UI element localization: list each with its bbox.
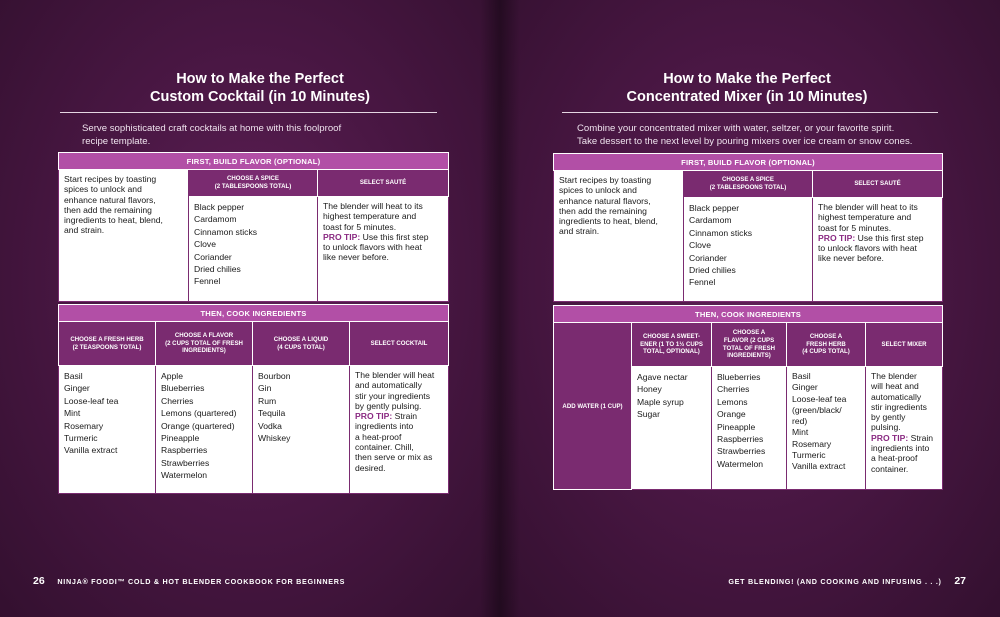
right-mixer-text: The blender will heat and automatically stir ingredients by gently pulsing. PRO TIP: Strain ingredients into a heat-proof container.: [866, 367, 943, 490]
left-page-title: How to Make the Perfect Custom Cocktail (in 10 Minutes): [150, 71, 370, 105]
list-item: INGREDIENTS): [182, 347, 226, 355]
pro-tip-label: PRO TIP:: [355, 411, 393, 422]
right-sweetener-list: [632, 367, 712, 490]
list-item: spices to unlock and: [64, 184, 142, 195]
left-intro: Serve sophisticated craft cocktails at home with this foolproof recipe template.: [82, 123, 342, 147]
left-herb-list: [59, 366, 156, 494]
list-item: Gin: [258, 383, 272, 394]
list-item: Ginger: [64, 383, 90, 394]
list-item: spices to unlock and: [559, 185, 637, 196]
left-spice-header: [189, 170, 318, 197]
pro-tip-label: PRO TIP:: [818, 232, 856, 243]
list-item: Coriander: [194, 251, 232, 262]
left-flavor-list: [156, 366, 253, 494]
list-item: Rosemary: [792, 438, 832, 449]
list-item: automatically: [871, 391, 922, 402]
left-spice-list: [189, 197, 318, 302]
right-mixer-header: [866, 323, 943, 367]
list-item: Loose-leaf tea: [792, 393, 847, 404]
list-item: stir ingredients: [871, 401, 927, 412]
right-flavor-table: [553, 153, 943, 302]
list-item: then add the remaining: [559, 205, 647, 216]
list-item: Blueberries: [717, 372, 761, 382]
list-item: Mint: [64, 408, 81, 419]
list-item: Whiskey: [258, 433, 291, 444]
list-item: Sugar: [637, 409, 660, 420]
list-item: and automatically: [355, 380, 422, 391]
list-item: Vodka: [258, 420, 282, 431]
right-cook-table: [553, 305, 943, 490]
pro-tip-label: PRO TIP:: [323, 231, 361, 242]
list-item: Pineapple: [161, 433, 200, 444]
list-item: CHOOSE A SPICE: [721, 176, 775, 184]
list-item: INGREDIENTS): [727, 352, 771, 360]
left-liquid-header: [253, 322, 350, 366]
left-title-rule: [60, 112, 437, 113]
list-item: Rosemary: [64, 420, 104, 431]
list-item: The blender will heat: [355, 370, 435, 380]
list-item: Agave nectar: [637, 372, 688, 382]
left-footer: [33, 575, 345, 587]
list-item: Maple syrup: [637, 396, 684, 407]
list-item: Cherries: [161, 395, 194, 406]
list-item: by gently: [871, 412, 906, 423]
left-cocktail-header: [350, 322, 449, 366]
list-item: Black pepper: [689, 203, 740, 213]
left-cook-table: [58, 304, 449, 494]
right-page-title: How to Make the Perfect Concentrated Mixer (in 10 Minutes): [626, 71, 868, 105]
list-item: Vanilla extract: [64, 445, 118, 456]
list-item: (4 CUPS TOTAL): [277, 343, 325, 351]
list-item: Basil: [792, 371, 811, 381]
list-item: CHOOSE A: [809, 333, 843, 341]
list-item: (2 TABLESPOONS TOTAL): [214, 183, 292, 190]
left-cook-header: THEN, COOK INGREDIENTS: [59, 305, 449, 322]
list-item: (2 CUPS TOTAL OF FRESH: [165, 339, 243, 347]
list-item: Cinnamon sticks: [194, 226, 258, 237]
list-item: Loose-leaf tea: [64, 395, 119, 406]
list-item: Bourbon: [258, 371, 291, 381]
list-item: will heat and: [871, 381, 919, 392]
list-item: (2 TEASPOONS TOTAL): [72, 343, 142, 351]
list-item: stir your ingredients: [355, 390, 430, 401]
list-item: Rum: [258, 395, 277, 406]
left-herb-header: [59, 322, 156, 366]
list-item: by gently pulsing.: [355, 400, 422, 411]
list-item: TOTAL, OPTIONAL): [643, 348, 700, 356]
list-item: The blender: [871, 371, 917, 381]
list-item: CHOOSE A: [732, 329, 766, 337]
list-item: FRESH HERB: [806, 340, 846, 348]
list-item: TOTAL OF FRESH: [722, 344, 776, 352]
list-item: FLAVOR (2 CUPS: [723, 336, 775, 344]
list-item: ENER (1 TO 1½ CUPS: [640, 340, 703, 348]
list-item: (green/black/: [792, 404, 842, 415]
list-item: Strawberries: [161, 457, 210, 468]
list-item: Start recipes by toasting: [559, 175, 652, 185]
list-item: Start recipes by toasting: [64, 174, 157, 184]
list-item: highest temperature and: [323, 211, 417, 222]
list-item: ingredients to heat, blend,: [64, 215, 163, 226]
right-spice-header: [684, 171, 813, 198]
list-item: toast for 5 minutes.: [323, 221, 397, 232]
left-flavor-description: [59, 170, 189, 302]
add-water-label: ADD WATER (1 CUP): [554, 323, 632, 490]
pro-tip-label: PRO TIP:: [871, 432, 909, 443]
list-item: Watermelon: [717, 458, 764, 469]
list-item: Blueberries: [161, 383, 205, 394]
list-item: SELECT MIXER: [881, 340, 927, 348]
list-item: CHOOSE A FRESH HERB: [70, 335, 144, 343]
list-item: then add the remaining: [64, 204, 152, 215]
list-item: red): [792, 416, 808, 427]
left-saute-header: SELECT SAUTÉ: [318, 170, 449, 197]
list-item: Mint: [792, 427, 809, 438]
list-item: Cardamom: [194, 214, 237, 225]
list-item: Coriander: [689, 252, 727, 263]
list-item: CHOOSE A LIQUID: [273, 335, 329, 343]
chapter-title: GET BLENDING! (AND COOKING AND INFUSING . . .): [728, 577, 942, 586]
page-number: 27: [954, 575, 966, 587]
left-liquid-list: [253, 366, 350, 494]
list-item: CHOOSE A SWEET-: [642, 333, 701, 341]
list-item: Honey: [637, 384, 662, 395]
list-item: (2 TABLESPOONS TOTAL): [709, 184, 787, 191]
list-item: (4 CUPS TOTAL): [802, 348, 850, 356]
list-item: Cardamom: [689, 215, 732, 226]
list-item: The blender will heat to its: [818, 202, 918, 212]
list-item: CHOOSE A SPICE: [226, 175, 280, 183]
right-flavor-header: FIRST, BUILD FLAVOR (OPTIONAL): [554, 154, 943, 171]
list-item: enhance natural flavors,: [64, 194, 156, 205]
list-item: Lemons: [717, 396, 748, 407]
book-title: NINJA® FOODI™ COLD & HOT BLENDER COOKBOOK FOR BEGINNERS: [57, 577, 346, 586]
list-item: Orange: [717, 409, 746, 420]
left-saute-text: The blender will heat to its highest temperature and toast for 5 minutes. PRO TIP: Use this first step to unlock flavors with heat like never before.: [318, 197, 449, 302]
right-flavor-list: [712, 367, 787, 490]
right-flavor-description: [554, 171, 684, 302]
list-item: pulsing.: [871, 422, 901, 433]
list-item: Fennel: [194, 276, 221, 287]
right-page: [500, 0, 1000, 617]
right-spice-list: [684, 198, 813, 302]
list-item: Black pepper: [194, 202, 245, 212]
list-item: and strain.: [559, 226, 600, 237]
list-item: Orange (quartered): [161, 420, 235, 431]
right-sweetener-header: [632, 323, 712, 367]
right-footer: [728, 575, 966, 587]
list-item: Fennel: [689, 277, 716, 288]
right-saute-text: The blender will heat to its highest temperature and toast for 5 minutes. PRO TIP: Use this first step to unlock flavors with heat like never before.: [813, 198, 943, 302]
list-item: Raspberries: [161, 445, 208, 456]
list-item: Dried chilies: [194, 264, 241, 275]
list-item: Clove: [194, 239, 216, 250]
list-item: SELECT COCKTAIL: [370, 339, 428, 347]
list-item: Ginger: [792, 382, 818, 393]
list-item: Cherries: [717, 384, 750, 395]
list-item: toast for 5 minutes.: [818, 222, 892, 233]
right-saute-header: SELECT SAUTÉ: [813, 171, 943, 198]
right-herb-list: [787, 367, 866, 490]
list-item: ingredients to heat, blend,: [559, 216, 658, 227]
list-item: highest temperature and: [818, 212, 912, 223]
list-item: and strain.: [64, 225, 105, 236]
left-cocktail-text: The blender will heat and automatically stir your ingredients by gently pulsing. PRO TIP: Strain ingredients into a heat-proof container. Chill, then serve or mix as desired.: [350, 366, 449, 494]
list-item: Watermelon: [161, 470, 208, 481]
left-flavor-col-header: [156, 322, 253, 366]
list-item: Turmeric: [64, 433, 98, 444]
right-intro: Combine your concentrated mixer with water, seltzer, or your favorite spirit. Take dessert to the next level by pouring mixers over ice cream or snow cones.: [577, 123, 913, 147]
list-item: Lemons (quartered): [161, 408, 237, 419]
right-title-rule: [562, 112, 938, 113]
list-item: Apple: [161, 371, 183, 381]
list-item: Tequila: [258, 408, 286, 419]
list-item: enhance natural flavors,: [559, 195, 651, 206]
left-flavor-header: FIRST, BUILD FLAVOR (OPTIONAL): [59, 153, 449, 170]
list-item: Cinnamon sticks: [689, 227, 753, 238]
list-item: Dried chilies: [689, 265, 736, 276]
list-item: Strawberries: [717, 446, 766, 457]
right-cook-header: THEN, COOK INGREDIENTS: [554, 306, 943, 323]
list-item: Pineapple: [717, 421, 756, 432]
list-item: CHOOSE A FLAVOR: [174, 332, 234, 340]
page-number: 26: [33, 575, 45, 587]
list-item: Turmeric: [792, 450, 826, 461]
list-item: Clove: [689, 240, 711, 251]
left-flavor-table: [58, 152, 449, 302]
right-herb-header: [787, 323, 866, 367]
list-item: Raspberries: [717, 434, 764, 445]
list-item: Vanilla extract: [792, 461, 846, 472]
right-flavor-col-header: [712, 323, 787, 367]
list-item: The blender will heat to its: [323, 201, 423, 211]
list-item: Basil: [64, 371, 83, 381]
